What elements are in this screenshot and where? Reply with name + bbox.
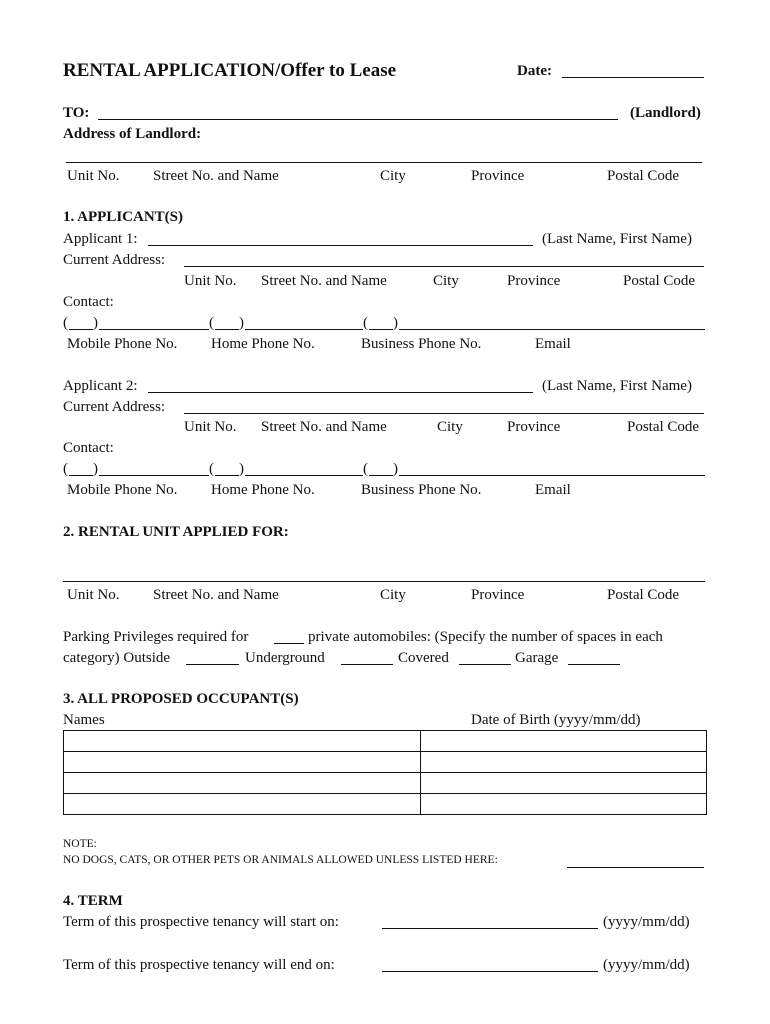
parking-count-field[interactable] — [274, 629, 304, 644]
applicant2-caption-unit: Unit No. — [184, 419, 237, 435]
applicant2-caption-province: Province — [507, 419, 561, 435]
caption-street: Street No. and Name — [153, 168, 279, 184]
form-title: RENTAL APPLICATION/Offer to Lease — [63, 60, 397, 81]
applicant2-caption-home: Home Phone No. — [211, 482, 315, 498]
applicant2-caption-postal: Postal Code — [627, 419, 700, 435]
applicant2-caption-email: Email — [535, 482, 571, 498]
a2-business-paren-open: ( — [363, 461, 368, 477]
occupants-table — [63, 730, 707, 815]
landlord-address-field[interactable] — [66, 148, 702, 163]
rental-caption-city: City — [380, 587, 406, 603]
applicant2-contact-label: Contact: — [63, 440, 114, 456]
applicant1-caption-business: Business Phone No. — [361, 336, 482, 352]
caption-postal: Postal Code — [607, 168, 680, 184]
occupant-dob-cell[interactable] — [421, 773, 707, 794]
applicant1-caption-postal: Postal Code — [623, 273, 696, 289]
applicant2-business-area-field[interactable] — [369, 461, 393, 476]
applicant1-mobile-area-field[interactable] — [69, 315, 93, 330]
applicant1-mobile-field[interactable] — [99, 315, 209, 330]
applicant1-name-hint: (Last Name, First Name) — [542, 231, 692, 247]
term-end-format: (yyyy/mm/dd) — [603, 957, 690, 973]
occupant-dob-cell[interactable] — [421, 752, 707, 773]
applicant2-mobile-area-field[interactable] — [69, 461, 93, 476]
applicant1-caption-email: Email — [535, 336, 571, 352]
landlord-label: (Landlord) — [630, 105, 701, 121]
a1-home-paren-open: ( — [209, 315, 214, 331]
applicant2-caption-street: Street No. and Name — [261, 419, 387, 435]
applicant2-business-email-field[interactable] — [399, 461, 705, 476]
applicant1-caption-mobile: Mobile Phone No. — [67, 336, 178, 352]
occupant-name-cell[interactable] — [64, 794, 421, 815]
occupant-name-cell[interactable] — [64, 752, 421, 773]
date-field[interactable] — [562, 63, 704, 78]
term-start-label: Term of this prospective tenancy will start on: — [63, 914, 339, 930]
table-row — [64, 794, 707, 815]
a2-home-paren-open: ( — [209, 461, 214, 477]
applicant2-name-hint: (Last Name, First Name) — [542, 378, 692, 394]
applicant2-home-area-field[interactable] — [215, 461, 239, 476]
caption-city: City — [380, 168, 406, 184]
rental-caption-street: Street No. and Name — [153, 587, 279, 603]
caption-unit: Unit No. — [67, 168, 120, 184]
landlord-name-field[interactable] — [98, 105, 618, 120]
applicant2-label: Applicant 2: — [63, 378, 138, 394]
applicant1-address-label: Current Address: — [63, 252, 166, 268]
pets-field[interactable] — [567, 853, 704, 868]
parking-outside-field[interactable] — [186, 650, 239, 665]
a1-mobile-paren-open: ( — [63, 315, 68, 331]
occupants-names-header: Names — [63, 712, 105, 728]
applicant1-business-area-field[interactable] — [369, 315, 393, 330]
applicant2-name-field[interactable] — [148, 378, 533, 393]
applicant1-label: Applicant 1: — [63, 231, 138, 247]
parking-covered-field[interactable] — [459, 650, 511, 665]
applicant1-caption-street: Street No. and Name — [261, 273, 387, 289]
term-end-label: Term of this prospective tenancy will end on: — [63, 957, 335, 973]
applicant1-business-email-field[interactable] — [399, 315, 705, 330]
occupant-name-cell[interactable] — [64, 731, 421, 752]
a2-mobile-paren-open: ( — [63, 461, 68, 477]
note-text: NO DOGS, CATS, OR OTHER PETS OR ANIMALS ALLOWED UNLESS LISTED HERE: — [63, 854, 498, 866]
parking-garage-label: Garage — [515, 650, 559, 666]
applicant1-home-area-field[interactable] — [215, 315, 239, 330]
applicant1-home-field[interactable] — [245, 315, 363, 330]
landlord-address-label: Address of Landlord: — [63, 126, 202, 142]
caption-province: Province — [471, 168, 525, 184]
parking-underground-field[interactable] — [341, 650, 393, 665]
applicant1-caption-home: Home Phone No. — [211, 336, 315, 352]
applicant1-caption-city: City — [433, 273, 459, 289]
table-row — [64, 752, 707, 773]
term-start-field[interactable] — [382, 914, 598, 929]
section-rental-unit-title: 2. RENTAL UNIT APPLIED FOR: — [63, 524, 289, 540]
applicant1-caption-province: Province — [507, 273, 561, 289]
table-row — [64, 731, 707, 752]
applicant2-address-field[interactable] — [184, 399, 704, 414]
a1-business-paren-close: ) — [393, 315, 398, 331]
applicant2-caption-business: Business Phone No. — [361, 482, 482, 498]
occupant-name-cell[interactable] — [64, 773, 421, 794]
applicant2-home-field[interactable] — [245, 461, 363, 476]
parking-covered-label: Covered — [398, 650, 449, 666]
occupants-dob-header: Date of Birth (yyyy/mm/dd) — [471, 712, 641, 728]
a2-mobile-paren-close: ) — [93, 461, 98, 477]
note-label: NOTE: — [63, 838, 97, 850]
rental-caption-postal: Postal Code — [607, 587, 680, 603]
section-term-title: 4. TERM — [63, 893, 123, 909]
occupant-dob-cell[interactable] — [421, 794, 707, 815]
applicant2-mobile-field[interactable] — [99, 461, 209, 476]
applicant2-caption-city: City — [437, 419, 463, 435]
applicant2-address-label: Current Address: — [63, 399, 166, 415]
applicant2-caption-mobile: Mobile Phone No. — [67, 482, 178, 498]
a1-mobile-paren-close: ) — [93, 315, 98, 331]
applicant1-contact-label: Contact: — [63, 294, 114, 310]
applicant1-caption-unit: Unit No. — [184, 273, 237, 289]
parking-text-1a: Parking Privileges required for — [63, 629, 249, 645]
rental-unit-address-field[interactable] — [63, 567, 705, 582]
occupant-dob-cell[interactable] — [421, 731, 707, 752]
table-row — [64, 773, 707, 794]
section-applicants-title: 1. APPLICANT(S) — [63, 209, 184, 225]
date-label: Date: — [517, 63, 552, 79]
a2-business-paren-close: ) — [393, 461, 398, 477]
rental-caption-unit: Unit No. — [67, 587, 120, 603]
applicant1-address-field[interactable] — [184, 252, 704, 267]
a1-home-paren-close: ) — [239, 315, 244, 331]
parking-underground-label: Underground — [245, 650, 325, 666]
to-label: TO: — [63, 105, 90, 121]
parking-text-1b: private automobiles: (Specify the number of spaces in each — [308, 629, 663, 645]
term-end-field[interactable] — [382, 957, 598, 972]
rental-caption-province: Province — [471, 587, 525, 603]
parking-garage-field[interactable] — [568, 650, 620, 665]
applicant1-name-field[interactable] — [148, 231, 533, 246]
section-occupants-title: 3. ALL PROPOSED OCCUPANT(S) — [63, 691, 299, 707]
a2-home-paren-close: ) — [239, 461, 244, 477]
term-start-format: (yyyy/mm/dd) — [603, 914, 690, 930]
a1-business-paren-open: ( — [363, 315, 368, 331]
parking-outside-label: category) Outside — [63, 650, 171, 666]
